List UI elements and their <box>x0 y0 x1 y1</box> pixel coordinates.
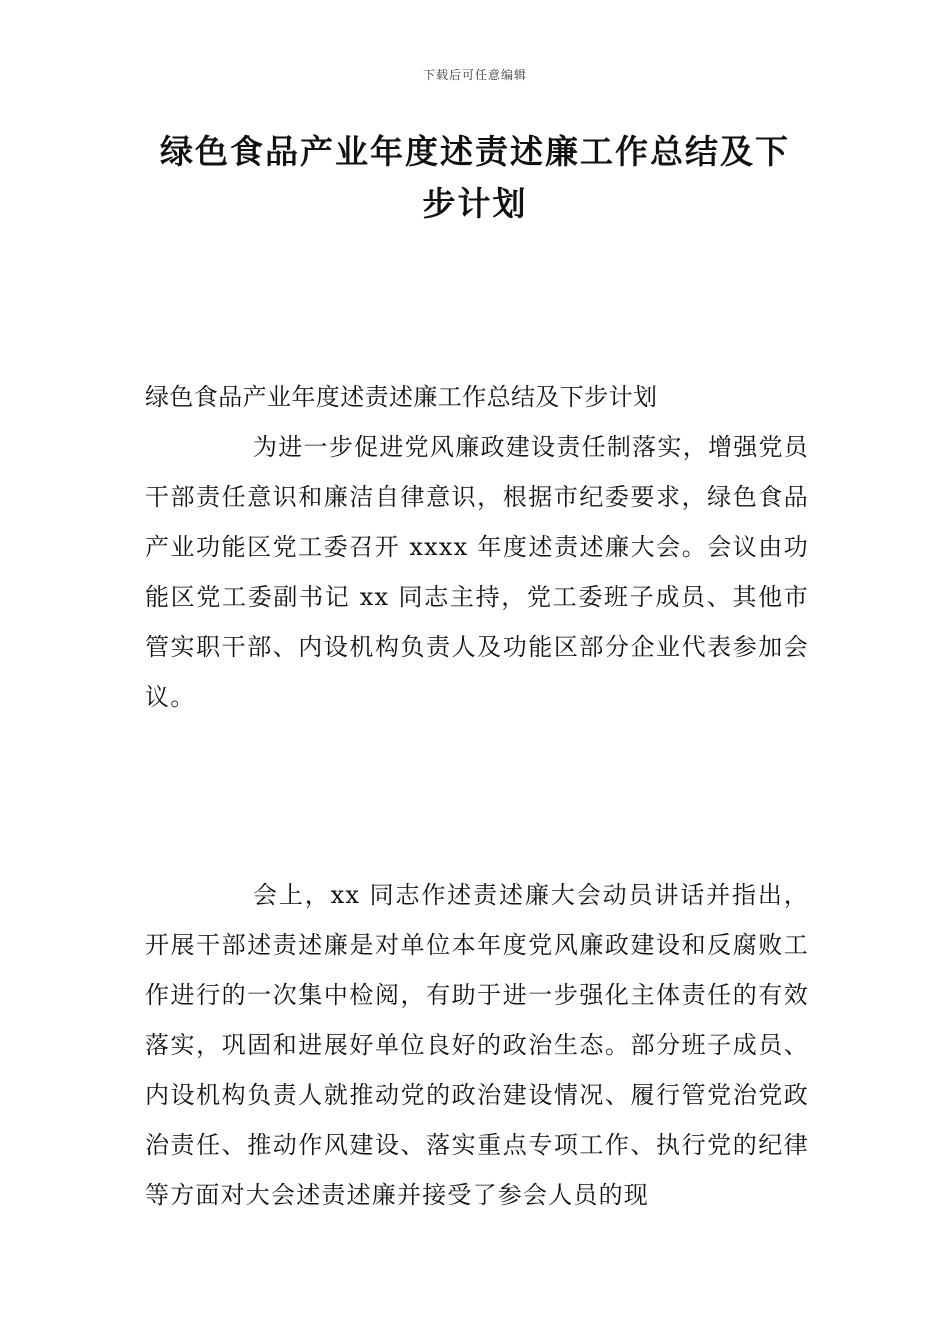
document-subtitle: 绿色食品产业年度述责述廉工作总结及下步计划 <box>145 383 658 411</box>
document-title: 绿色食品产业年度述责述廉工作总结及下步计划 <box>160 132 790 223</box>
paragraph-2: 会上，xx 同志作述责述廉大会动员讲话并指出，开展干部述责述廉是对单位本年度党风廉政建设和反腐败工作进行的一次集中检阅，有助于进一步强化主体责任的有效落实，巩固和进展好单位良好的政治生态。部分班子成员、内设机构负责人就推动党的政治建设情况、履行管党治党政治责任、推动作风建设、落实重点专项工作、执行党的纪律等方面对大会述责述廉并接受了参会人员的现 <box>145 881 809 1209</box>
header-note: 下载后可任意编辑 <box>422 68 527 82</box>
paragraph-1: 为进一步促进党风廉政建设责任制落实，增强党员干部责任意识和廉洁自律意识，根据市纪委要求，绿色食品产业功能区党工委召开 xxxx 年度述责述廉大会。会议由功能区党工委副书记 xx 同志主持，党工委班子成员、其他市管实职干部、内设机构负责人及功能区部分企业代表参加会议。 <box>145 433 809 711</box>
